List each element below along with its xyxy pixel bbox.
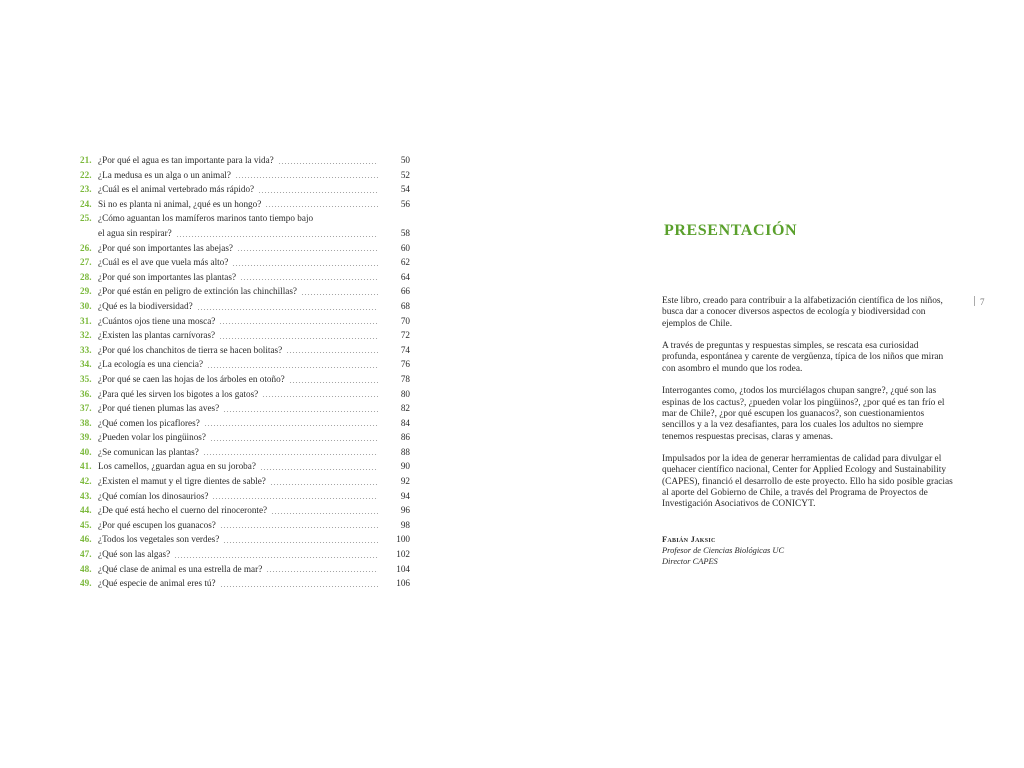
- toc-page-number: 60: [400, 242, 410, 253]
- dot-leader: [212, 498, 378, 499]
- toc-page-number: 106: [396, 578, 410, 589]
- toc-entry[interactable]: [80, 401, 410, 416]
- toc-number: 25.: [80, 213, 92, 224]
- toc-entry[interactable]: [80, 474, 410, 489]
- toc-number: 39.: [80, 432, 92, 443]
- toc-entry[interactable]: [80, 562, 410, 577]
- toc-title: ¿Existen el mamut y el tigre dientes de sable?: [98, 476, 266, 487]
- toc-title: ¿Para qué les sirven los bigotes a los gatos?: [98, 388, 259, 399]
- toc-page-number: 88: [400, 446, 410, 457]
- toc-page-number: 94: [400, 490, 410, 501]
- toc-entry[interactable]: [80, 299, 410, 314]
- toc-number: 27.: [80, 257, 92, 268]
- dot-leader: [232, 265, 378, 266]
- toc-page-number: 50: [400, 155, 410, 165]
- table-of-contents: [80, 153, 410, 591]
- toc-title: ¿Pueden volar los pingüinos?: [98, 432, 206, 443]
- dot-leader: [219, 338, 378, 339]
- section-heading: PRESENTACIÓN: [664, 222, 798, 239]
- toc-page-number: 100: [396, 534, 410, 545]
- toc-number: 36.: [80, 388, 92, 399]
- toc-number: 30.: [80, 300, 92, 311]
- paragraph: Impulsados por la idea de generar herramientas de calidad para divulgar el quehacer científico nacional, Center for Applied Ecology and Sustainability (CAPES), financió el desarrollo de este proyecto. Ello ha sido posible gracias al aporte del Gobierno de Chile, a través del Programa de Proyectos de Investigación Asociativos de CONICYT.: [662, 454, 953, 510]
- toc-page-number: 84: [400, 417, 410, 428]
- dot-leader: [265, 206, 378, 207]
- toc-number: 49.: [80, 578, 92, 589]
- toc-entry[interactable]: [80, 182, 410, 197]
- toc-entry[interactable]: [80, 576, 410, 591]
- toc-title: ¿Qué comían los dinosaurios?: [98, 490, 209, 501]
- toc-number: 29.: [80, 286, 92, 297]
- toc-title: ¿Cuál es el animal vertebrado más rápido?: [98, 184, 255, 195]
- dot-leader: [270, 484, 378, 485]
- dot-leader: [266, 571, 378, 572]
- toc-number: 37.: [80, 403, 92, 414]
- toc-title: ¿Por qué escupen los guanacos?: [98, 519, 216, 530]
- toc-entry[interactable]: [80, 357, 410, 372]
- dot-leader: [289, 382, 378, 383]
- page-number: [974, 296, 985, 307]
- toc-page-number: 76: [400, 359, 410, 370]
- toc-page-number: 86: [400, 432, 410, 443]
- author-role: Director CAPES: [662, 557, 718, 566]
- toc-entry[interactable]: [80, 343, 410, 358]
- dot-leader: [240, 279, 378, 280]
- dot-leader: [174, 557, 378, 558]
- toc-number: 28.: [80, 271, 92, 282]
- toc-page-number: 66: [400, 286, 410, 297]
- dot-leader: [219, 323, 378, 324]
- dot-leader: [223, 411, 378, 412]
- paragraph: A través de preguntas y respuestas simples, se rescata esa curiosidad profunda, espontánea y carente de vergüenza, típica de los niños que miran con asombro el mundo que los rodea.: [662, 341, 944, 374]
- toc-title: ¿Qué clase de animal es una estrella de mar?: [98, 563, 263, 574]
- paragraph: Este libro, creado para contribuir a la alfabetización científica de los niños, busca dar a conocer diversos aspectos de ecología y biodiversidad con ejemplos de Chile.: [662, 296, 943, 329]
- toc-title: ¿Por qué están en peligro de extinción las chinchillas?: [98, 286, 297, 297]
- toc-title: ¿Cuántos ojos tiene una mosca?: [98, 315, 216, 326]
- toc-page-number: 90: [400, 461, 410, 472]
- dot-leader: [237, 250, 378, 251]
- dot-leader: [197, 309, 378, 310]
- page-number-divider: [974, 296, 975, 306]
- dot-leader: [260, 469, 378, 470]
- dot-leader: [203, 454, 378, 455]
- toc-page-number: 52: [400, 169, 410, 180]
- toc-title: ¿Por qué son importantes las plantas?: [98, 271, 237, 282]
- toc-entry[interactable]: [80, 211, 410, 240]
- toc-title: ¿De qué está hecho el cuerno del rinoceronte?: [98, 505, 268, 516]
- toc-page-number: 78: [400, 373, 410, 384]
- dot-leader: [220, 586, 378, 587]
- toc-title: Si no es planta ni animal, ¿qué es un hongo?: [98, 198, 262, 209]
- dot-leader: [262, 396, 378, 397]
- dot-leader: [204, 425, 378, 426]
- toc-number: 24.: [80, 198, 92, 209]
- toc-title: ¿Existen las plantas carnívoras?: [98, 330, 216, 341]
- dot-leader: [301, 294, 378, 295]
- toc-entry[interactable]: [80, 328, 410, 343]
- toc-title: ¿Cómo aguantan los mamíferos marinos tanto tiempo bajo: [98, 213, 314, 224]
- toc-entry[interactable]: [80, 503, 410, 518]
- toc-entry[interactable]: [80, 445, 410, 460]
- toc-number: 42.: [80, 476, 92, 487]
- toc-page-number: 82: [400, 403, 410, 414]
- author-name: Fabián Jaksic: [662, 535, 716, 544]
- toc-page-number: 98: [400, 519, 410, 530]
- toc-entry[interactable]: [80, 489, 410, 504]
- toc-title: ¿Qué es la biodiversidad?: [98, 300, 193, 311]
- toc-title: ¿Qué comen los picaflores?: [98, 417, 200, 428]
- toc-page-number: 58: [400, 227, 410, 238]
- toc-page-number: 64: [400, 271, 410, 282]
- toc-page-number: 80: [400, 388, 410, 399]
- toc-number: 45.: [80, 519, 92, 530]
- toc-number: 33.: [80, 344, 92, 355]
- toc-number: 21.: [80, 155, 92, 165]
- toc-entry[interactable]: [80, 547, 410, 562]
- page-number-value: 7: [980, 297, 985, 307]
- toc-entry[interactable]: [80, 168, 410, 183]
- toc-number: 43.: [80, 490, 92, 501]
- right-page: [512, 0, 1024, 768]
- toc-entry[interactable]: [80, 518, 410, 533]
- toc-entry[interactable]: [80, 416, 410, 431]
- toc-number: 48.: [80, 563, 92, 574]
- toc-title: ¿La ecología es una ciencia?: [98, 359, 204, 370]
- toc-title: ¿Cuál es el ave que vuela más alto?: [98, 257, 229, 268]
- toc-page-number: 92: [400, 476, 410, 487]
- toc-entry[interactable]: [80, 387, 410, 402]
- toc-page-number: 62: [400, 257, 410, 268]
- toc-title: ¿Se comunican las plantas?: [98, 446, 199, 457]
- signature-block: [662, 534, 954, 567]
- toc-entry[interactable]: [80, 284, 410, 299]
- toc-number: 32.: [80, 330, 92, 341]
- toc-title: ¿Por qué tienen plumas las aves?: [98, 403, 220, 414]
- toc-entry[interactable]: [80, 197, 410, 212]
- toc-entry[interactable]: [80, 372, 410, 387]
- toc-page-number: 104: [396, 563, 410, 574]
- toc-entry[interactable]: [80, 314, 410, 329]
- toc-number: 46.: [80, 534, 92, 545]
- toc-number: 31.: [80, 315, 92, 326]
- toc-entry[interactable]: [80, 430, 410, 445]
- toc-title: ¿Todos los vegetales son verdes?: [98, 534, 220, 545]
- dot-leader: [258, 192, 378, 193]
- toc-number: 38.: [80, 417, 92, 428]
- toc-title: Los camellos, ¿guardan agua en su joroba?: [98, 461, 256, 472]
- toc-title: ¿Qué son las algas?: [98, 549, 171, 560]
- toc-title: ¿La medusa es un alga o un animal?: [98, 169, 231, 180]
- toc-title: ¿Qué especie de animal eres tú?: [98, 578, 216, 589]
- presentation-body: [662, 296, 954, 522]
- dot-leader: [271, 513, 378, 514]
- toc-number: 44.: [80, 505, 92, 516]
- toc-title: ¿Por qué el agua es tan importante para la vida?: [98, 155, 274, 165]
- toc-entry[interactable]: [80, 459, 410, 474]
- toc-number: 40.: [80, 446, 92, 457]
- toc-title: ¿Por qué los chanchitos de tierra se hacen bolitas?: [98, 344, 283, 355]
- toc-entry[interactable]: [80, 153, 410, 168]
- toc-page-number: 54: [400, 184, 410, 195]
- author-role: Profesor de Ciencias Biológicas UC: [662, 546, 785, 555]
- toc-page-number: 72: [400, 330, 410, 341]
- toc-number: 23.: [80, 184, 92, 195]
- toc-number: 34.: [80, 359, 92, 370]
- toc-page-number: 68: [400, 300, 410, 311]
- dot-leader: [286, 352, 378, 353]
- toc-title-continued: el agua sin respirar?: [98, 227, 172, 238]
- toc-title: ¿Por qué son importantes las abejas?: [98, 242, 233, 253]
- dot-leader: [235, 177, 378, 178]
- toc-entry[interactable]: [80, 241, 410, 256]
- toc-number: 22.: [80, 169, 92, 180]
- dot-leader: [220, 527, 378, 528]
- toc-entry[interactable]: [80, 270, 410, 285]
- toc-number: 26.: [80, 242, 92, 253]
- toc-page-number: 102: [396, 549, 410, 560]
- toc-page-number: 56: [400, 198, 410, 209]
- toc-page-number: 70: [400, 315, 410, 326]
- dot-leader: [210, 440, 378, 441]
- toc-number: 35.: [80, 373, 92, 384]
- toc-number: 41.: [80, 461, 92, 472]
- toc-title: ¿Por qué se caen las hojas de los árboles en otoño?: [98, 373, 285, 384]
- paragraph: Interrogantes como, ¿todos los murciélagos chupan sangre?, ¿qué son las espinas de los cactus?, ¿pueden volar los pingüinos?, ¿por qué es tan frío el mar de Chile?, ¿por qué escupen los guanacos?, son cuestionamientos sencillos y a la vez desafiantes, para los cuales los adultos no siempre tenemos respuestas precisas, claras y amenas.: [662, 386, 945, 442]
- dot-leader: [223, 542, 378, 543]
- dot-leader: [176, 236, 378, 237]
- toc-entry[interactable]: [80, 532, 410, 547]
- toc-page-number: 96: [400, 505, 410, 516]
- dot-leader: [278, 163, 378, 164]
- toc-entry[interactable]: [80, 255, 410, 270]
- toc-page-number: 74: [400, 344, 410, 355]
- toc-number: 47.: [80, 549, 92, 560]
- dot-leader: [207, 367, 378, 368]
